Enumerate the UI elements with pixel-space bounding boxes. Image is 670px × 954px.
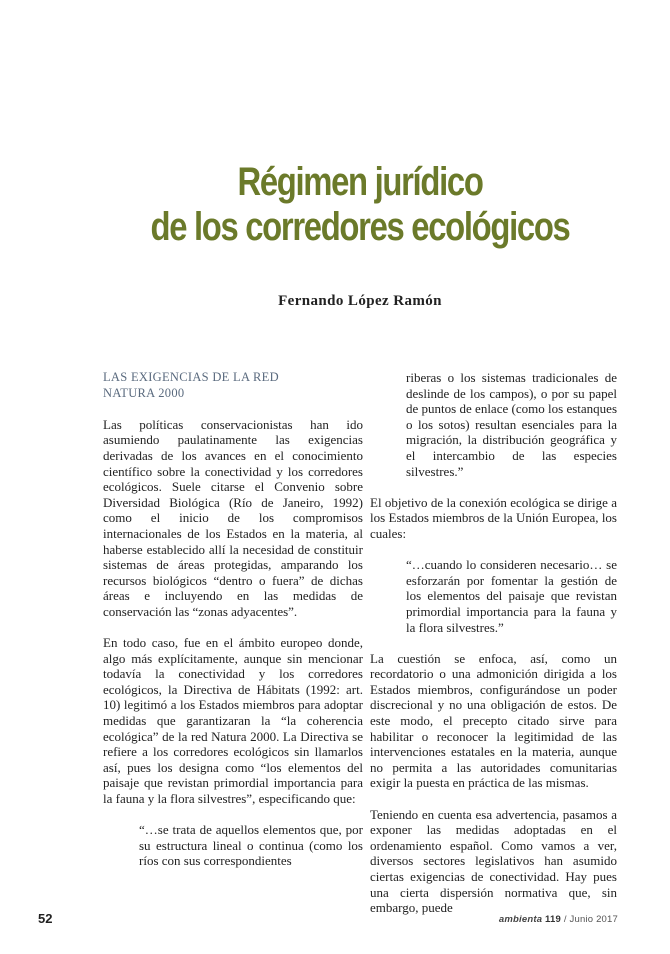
paragraph-5: Teniendo en cuenta esa advertencia, pasamos a exponer las medidas adoptadas en el ordenamiento español. Como vamos a ver, diversos sectores legislativos han asumido ciertas exigencias de conectividad. Hay pues una cierta dispersión normativa que, sin embargo, puede — [370, 806, 617, 916]
paragraph-4: La cuestión se enfoca, así, como un recordatorio o una admonición dirigida a los Estados miembros, configurándose un poder discrecional y no una obligación de estos. De este modo, el precepto citado sirve para habilitar o reconocer la legitimidad de las intervenciones estatales en la materia, aunque no permita a las autoridades comunitarias exigir la puesta en práctica de las mismas. — [370, 650, 617, 791]
journal-footer — [499, 914, 618, 925]
paragraph-2: En todo caso, fue en el ámbito europeo donde, algo más explícitamente, aunque sin mencionar todavía la conectividad y los corredores ecológicos, la Directiva de Hábitats (1992: art. 10) legitimó a los Estados miembros para adoptar medidas que garantizaran la “la coherencia ecológica” de la red Natura 2000. La Directiva se refiere a los corredores ecológicos sin llamarlos así, pues los designa como “los elementos del paisaje que revistan primordial importancia para la fauna y la flora silvestres”, especificando que: — [103, 635, 363, 807]
title-line-1: Régimen jurídico — [237, 160, 483, 204]
page-number: 52 — [38, 911, 53, 926]
title-line-2: de los corredores ecológicos — [150, 205, 570, 249]
quote-2: “…cuando lo consideren necesario… se esforzarán por fomentar la gestión de los elementos del paisaje que revistan primordial importancia para la fauna y la flora silvestres.” — [406, 557, 617, 635]
paragraph-1: Las políticas conservacionistas han ido asumiendo paulatinamente las exigencias derivadas de los avances en el conocimiento científico sobre la conectividad y los corredores ecológicos. Suele citarse el Convenio sobre Diversidad Biológica (Río de Janeiro, 1992) como el inicio de los compromisos internacionales de los Estados en la materia, al haberse establecido allí la necesidad de constituir sistemas de áreas protegidas, amparando los recursos biológicos “dentro o fuera” de dichas áreas e incluyendo en las medidas de conservación las “zonas adyacentes”. — [103, 416, 363, 619]
section-heading-line-2: NATURA 2000 — [103, 385, 185, 400]
section-heading-line-1: LAS EXIGENCIAS DE LA RED — [103, 370, 279, 384]
issue-number: 119 — [545, 914, 561, 925]
right-column — [370, 370, 617, 931]
section-heading — [103, 370, 363, 401]
quote-1-start: “…se trata de aquellos elementos que, por su estructura lineal o continua (como los ríos con sus correspondientes — [139, 822, 363, 869]
quote-1-end: riberas o los sistemas tradicionales de deslinde de los campos), o por su papel de puntos de enlace (como los estanques o los sotos) resultan esenciales para la migración, la distribución geográfica y el intercambio de las especies silvestres.” — [406, 370, 617, 479]
article-author: Fernando López Ramón — [278, 293, 442, 309]
issue-date: Junio 2017 — [569, 914, 618, 925]
footer-separator: / — [563, 914, 567, 925]
paragraph-3: El objetivo de la conexión ecológica se dirige a los Estados miembros de la Unión Europea, los cuales: — [370, 494, 617, 541]
left-column — [103, 370, 363, 885]
article-title — [139, 160, 582, 250]
journal-name: ambienta — [498, 914, 543, 925]
